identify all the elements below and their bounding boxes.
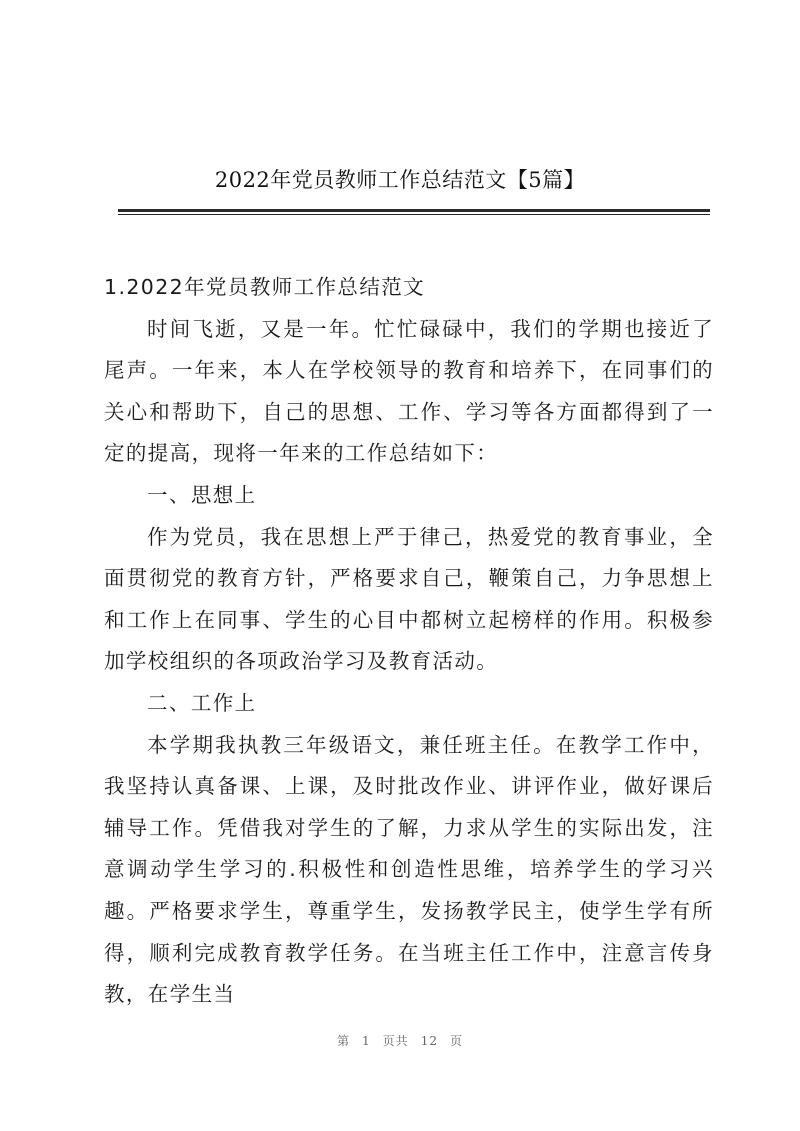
footer-current-page: 1 (362, 1034, 371, 1048)
title-underline-thin (118, 214, 710, 215)
footer-prefix: 第 (337, 1034, 351, 1048)
paragraph-work: 本学期我执教三年级语文，兼任班主任。在教学工作中，我坚持认真备课、上课，及时批改作业、讲评作业，做好课后辅导工作。凭借我对学生的了解，力求从学生的实际出发，注意调动学生学习的.积极性和创造性思维，培养学生的学习兴趣。严格要求学生，尊重学生，发扬教学民主，使学生学有所得，顺利完成教育教学任务。在当班主任工作中，注意言传身教，在学生当 (104, 732, 714, 1007)
subheading-thought: 一、思想上 (147, 482, 257, 507)
subheading-work: 二、工作上 (147, 690, 257, 715)
footer-suffix: 页 (449, 1034, 463, 1048)
footer-total-pages: 12 (420, 1034, 438, 1048)
document-title: 2022年党员教师工作总结范文【5篇】 (214, 168, 586, 192)
footer-mid: 页共 (382, 1034, 409, 1048)
document-body (104, 267, 714, 1016)
section-heading: 1.2022年党员教师工作总结范文 (104, 275, 426, 299)
paragraph-intro: 时间飞逝，又是一年。忙忙碌碌中，我们的学期也接近了尾声。一年来，本人在学校领导的教育和培养下，在同事们的关心和帮助下，自己的思想、工作、学习等各方面都得到了一定的提高，现将一年来的工作总结如下： (104, 316, 714, 466)
title-underline-thick (118, 209, 710, 212)
page-footer (0, 1031, 800, 1051)
paragraph-thought: 作为党员，我在思想上严于律己，热爱党的教育事业，全面贯彻党的教育方针，严格要求自己，鞭策自己，力争思想上和工作上在同事、学生的心目中都树立起榜样的作用。积极参加学校组织的各项政治学习及教育活动。 (104, 524, 714, 674)
